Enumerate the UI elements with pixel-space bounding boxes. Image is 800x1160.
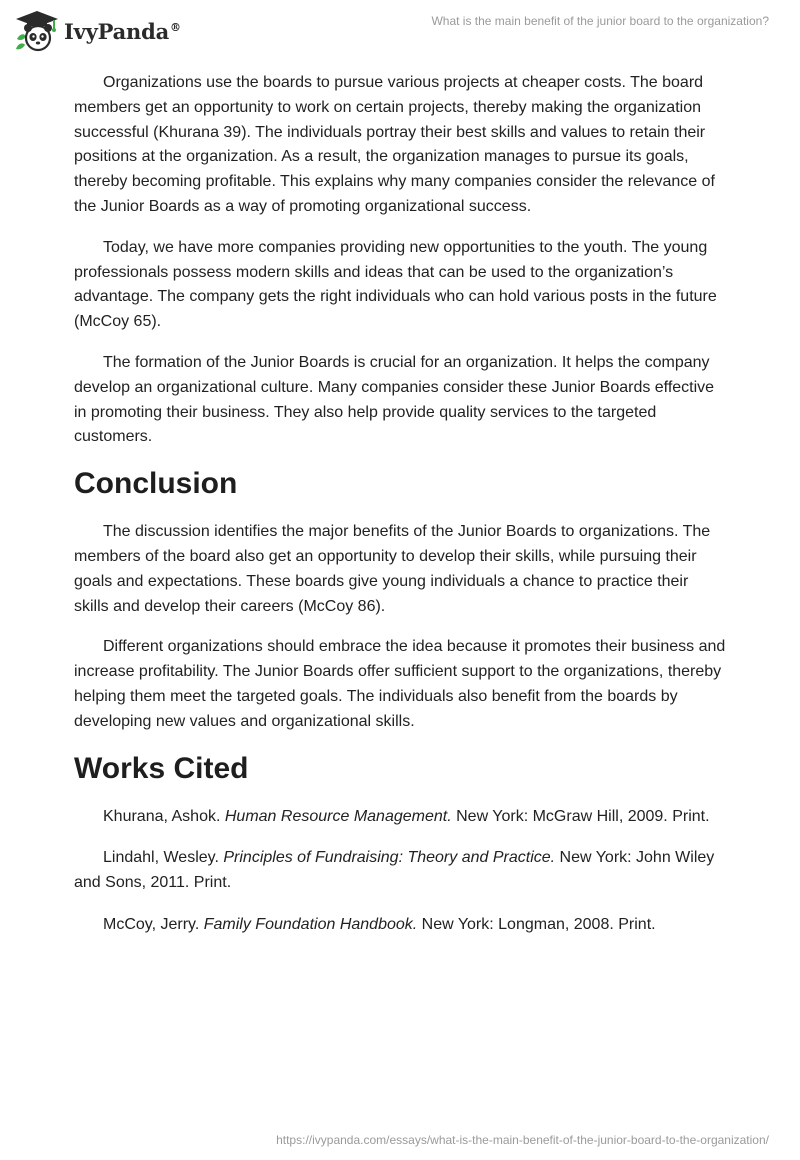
page-header bbox=[0, 0, 800, 60]
citation-publisher: New York: John Wiley and Sons, 2011. Print. bbox=[74, 849, 715, 892]
citation-author: Lindahl, Wesley. bbox=[103, 849, 219, 867]
body-paragraph: The formation of the Junior Boards is crucial for an organization. It helps the company develop an organizational culture. Many companies consider these Junior Boards effective in promoting their business. They also help provide quality services to the targeted customers. bbox=[74, 353, 715, 446]
citation-title: Human Resource Management. bbox=[224, 807, 452, 825]
citation-author: McCoy, Jerry. bbox=[103, 915, 200, 933]
citation-item bbox=[74, 846, 726, 896]
works-cited-heading: Works Cited bbox=[74, 751, 249, 785]
logo-wordmark: IvyPanda® bbox=[64, 18, 181, 44]
ivypanda-logo[interactable] bbox=[14, 9, 181, 53]
citation-item bbox=[74, 913, 726, 938]
conclusion-paragraph: Different organizations should embrace the idea because it promotes their business and increase profitability. The Junior Boards offer sufficient support to the organizations, thereby helping them meet the targeted goals. The individuals also benefit from the boards by developing new values and organizational skills. bbox=[74, 638, 726, 730]
citation-author: Khurana, Ashok. bbox=[103, 807, 221, 825]
page-title: What is the main benefit of the junior board to the organization? bbox=[431, 14, 769, 28]
citation-title: Family Foundation Handbook. bbox=[203, 915, 418, 933]
essay-content bbox=[74, 71, 726, 955]
registered-mark: ® bbox=[170, 20, 181, 34]
citation-publisher: New York: McGraw Hill, 2009. Print. bbox=[456, 807, 710, 825]
panda-graduate-icon bbox=[14, 9, 60, 53]
citation-item bbox=[74, 805, 726, 830]
citation-publisher: New York: Longman, 2008. Print. bbox=[421, 915, 656, 933]
citation-title: Principles of Fundraising: Theory and Practice. bbox=[223, 849, 556, 867]
conclusion-paragraph: The discussion identifies the major benefits of the Junior Boards to organizations. The members of the board also get an opportunity to develop their skills, while pursuing their goals and expectations. These boards give young individuals a chance to practice their skills and develop their careers (McCoy 86). bbox=[74, 523, 711, 615]
conclusion-heading: Conclusion bbox=[74, 467, 238, 501]
source-url-link[interactable]: https://ivypanda.com/essays/what-is-the-main-benefit-of-the-junior-board-to-the-organization/ bbox=[276, 1133, 769, 1147]
body-paragraph: Organizations use the boards to pursue various projects at cheaper costs. The board members get an opportunity to work on certain projects, thereby making the organization successful (Khurana 39). The individuals portray their best skills and values to retain their positions at the organization. As a result, the organization manages to pursue its goals, thereby becoming profitable. This explains why many companies consider the relevance of the Junior Boards as a way of promoting organizational success. bbox=[74, 74, 715, 215]
body-paragraph: Today, we have more companies providing new opportunities to the youth. The young professionals possess modern skills and ideas that can be used to the organization’s advantage. The company gets the right individuals who can hold various posts in the future (McCoy 65). bbox=[74, 238, 717, 331]
